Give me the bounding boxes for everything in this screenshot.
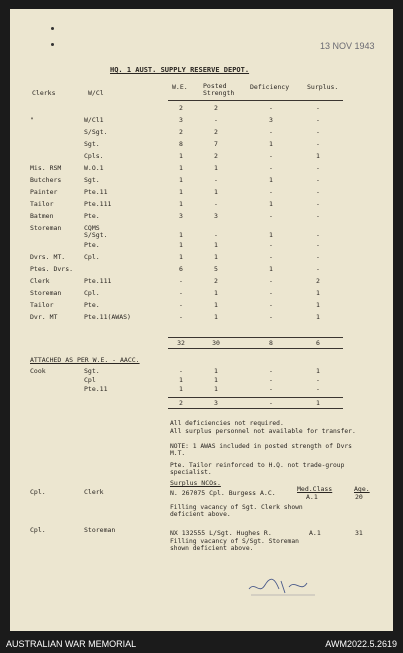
surplus-rank: Cpl.	[30, 526, 46, 534]
surplus-cell: -	[316, 176, 320, 184]
class-cell: Pte.111	[84, 277, 112, 285]
surplus-age: 31	[355, 529, 363, 537]
posted-cell: 5	[214, 265, 218, 273]
surplus-cell: -	[316, 188, 320, 196]
header-wcl: W/Cl	[88, 89, 104, 97]
posted-cell: 1	[214, 289, 218, 297]
posted-cell: 1	[214, 313, 218, 321]
role-cell: "	[30, 116, 34, 124]
we-cell: -	[179, 277, 183, 285]
attached-total-d: -	[269, 399, 273, 407]
class-cell: Pte.	[84, 212, 100, 220]
deficiency-cell: -	[269, 188, 273, 196]
class-cell: Pte.111	[84, 200, 112, 208]
surplus-cell: -	[316, 265, 320, 273]
surplus-cell: 1	[316, 152, 320, 160]
posted-cell: 2	[214, 128, 218, 136]
deficiency-cell: -	[269, 104, 273, 112]
deficiency-cell: 1	[269, 231, 273, 239]
posted-cell: 1	[214, 164, 218, 172]
posted-cell: 1	[214, 301, 218, 309]
role-cell: Ptes. Dvrs.	[30, 265, 74, 273]
class-cell: Cpl.	[84, 253, 100, 261]
attached-s: 1	[316, 367, 320, 375]
posted-cell: -	[214, 200, 218, 208]
total-rule	[168, 337, 343, 338]
class-cell: CQMS S/Sgt.	[84, 224, 108, 239]
deficiency-cell: -	[269, 152, 273, 160]
class-cell: Cpl	[84, 376, 96, 384]
total-ps: 30	[212, 339, 220, 347]
class-cell: Pte.11	[84, 188, 108, 196]
note-line: All surplus personnel not available for transfer.	[170, 428, 356, 435]
role-cell: Batmen	[30, 212, 54, 220]
role-cell: Cook	[30, 367, 46, 375]
deficiency-cell: -	[269, 128, 273, 136]
surplus-cell: -	[316, 140, 320, 148]
class-cell: Pte.	[84, 301, 100, 309]
we-cell: 8	[179, 140, 183, 148]
role-cell: Dvrs. MT.	[30, 253, 66, 261]
attached-we: 1	[179, 385, 183, 393]
we-cell: 3	[179, 212, 183, 220]
role-cell: Butchers	[30, 176, 62, 184]
header-deficiency: Deficiency	[250, 83, 290, 91]
deficiency-cell: 1	[269, 140, 273, 148]
class-cell: Pte.11	[84, 385, 108, 393]
surplus-cell: -	[316, 241, 320, 249]
posted-cell: 2	[214, 104, 218, 112]
attached-ps: 1	[214, 367, 218, 375]
deficiency-cell: 1	[269, 265, 273, 273]
surplus-age: 20	[355, 493, 363, 501]
deficiency-cell: -	[269, 212, 273, 220]
surplus-person: NX 132555 L/Sgt. Hughes R.	[170, 529, 272, 537]
posted-cell: 1	[214, 241, 218, 249]
attached-heading: ATTACHED AS PER W.E. - AACC.	[30, 356, 140, 364]
header-clerks: Clerks	[32, 89, 56, 97]
surplus-cell: -	[316, 253, 320, 261]
attached-s: -	[316, 376, 320, 384]
note-line: All deficiencies not required.	[170, 420, 284, 427]
header-rule	[168, 100, 343, 101]
class-cell: Pte.11(AWAS)	[84, 313, 131, 321]
document-title: HQ. 1 AUST. SUPPLY RESERVE DEPOT.	[110, 66, 250, 74]
attached-d: -	[269, 376, 273, 384]
class-cell: Cpls.	[84, 152, 104, 160]
class-cell: Sgt.	[84, 140, 100, 148]
total-rule-bottom	[168, 348, 343, 349]
surplus-cell: 2	[316, 277, 320, 285]
surplus-cell: -	[316, 164, 320, 172]
surplus-heading: Surplus NCOs.	[170, 479, 221, 487]
footer-accession: AWM2022.5.2619	[325, 639, 397, 649]
attached-total-s: 1	[316, 399, 320, 407]
attached-we: 1	[179, 376, 183, 384]
archive-footer	[0, 637, 403, 653]
role-cell: Mis. RSM	[30, 164, 62, 172]
deficiency-cell: 1	[269, 176, 273, 184]
we-cell: 6	[179, 265, 183, 273]
posted-cell: 1	[214, 253, 218, 261]
deficiency-cell: -	[269, 289, 273, 297]
we-cell: 2	[179, 128, 183, 136]
we-cell: 1	[179, 241, 183, 249]
role-cell: Storeman	[30, 224, 62, 232]
total-s: 6	[316, 339, 320, 347]
deficiency-cell: -	[269, 313, 273, 321]
role-cell: Tailor	[30, 200, 54, 208]
class-cell: Sgt.	[84, 367, 100, 375]
attached-d: -	[269, 367, 273, 375]
deficiency-cell: 1	[269, 200, 273, 208]
role-cell: Clerk	[30, 277, 50, 285]
footer-institution: AUSTRALIAN WAR MEMORIAL	[6, 639, 137, 649]
we-cell: 1	[179, 164, 183, 172]
role-cell: Tailor	[30, 301, 54, 309]
role-cell: Painter	[30, 188, 58, 196]
date-stamp: 13 NOV 1943	[320, 41, 375, 51]
class-cell: W/Cl1	[84, 116, 104, 124]
we-cell: 1	[179, 152, 183, 160]
surplus-cell: -	[316, 200, 320, 208]
posted-cell: 2	[214, 152, 218, 160]
posted-cell: 3	[214, 212, 218, 220]
posted-cell: 1	[214, 188, 218, 196]
medclass-header: Med.Class	[297, 485, 333, 493]
surplus-cell: -	[316, 104, 320, 112]
role-cell: Dvr. MT	[30, 313, 58, 321]
age-header: Age.	[354, 485, 370, 493]
punch-hole	[51, 27, 54, 30]
class-cell: S/Sgt.	[84, 128, 108, 136]
header-posted: Posted Strength	[203, 82, 235, 97]
we-cell: 1	[179, 253, 183, 261]
we-cell: 2	[179, 104, 183, 112]
posted-cell: 2	[214, 277, 218, 285]
class-cell: Cpl.	[84, 289, 100, 297]
surplus-remark: Filling vacancy of S/Sgt. Storeman shown deficient above.	[170, 538, 299, 552]
we-cell: 1	[179, 188, 183, 196]
surplus-cell: -	[316, 231, 320, 239]
deficiency-cell: -	[269, 241, 273, 249]
surplus-cell: 1	[316, 313, 320, 321]
surplus-rank: Cpl.	[30, 488, 46, 496]
deficiency-cell: -	[269, 301, 273, 309]
class-cell: W.O.1	[84, 164, 104, 172]
note-line: Pte. Tailor reinforced to H.Q. not trade-group specialist.	[170, 462, 345, 476]
we-cell: 1	[179, 176, 183, 184]
attached-total-rule	[168, 397, 343, 398]
deficiency-cell: -	[269, 253, 273, 261]
surplus-med: A.1	[309, 529, 321, 537]
header-we: W.E.	[172, 83, 188, 91]
class-cell: Sgt.	[84, 176, 100, 184]
surplus-cell: -	[316, 128, 320, 136]
we-cell: 1	[179, 200, 183, 208]
posted-cell: -	[214, 116, 218, 124]
surplus-cell: 1	[316, 301, 320, 309]
surplus-med: A.1	[306, 493, 318, 501]
attached-total-rule-bottom	[168, 408, 343, 409]
attached-ps: 1	[214, 376, 218, 384]
surplus-cell: -	[316, 212, 320, 220]
attached-total-ps: 3	[214, 399, 218, 407]
surplus-remark: Filling vacancy of Sgt. Clerk shown deficient above.	[170, 504, 303, 518]
signature	[245, 575, 325, 599]
posted-cell: -	[214, 231, 218, 239]
role-cell: Storeman	[30, 289, 62, 297]
attached-ps: 1	[214, 385, 218, 393]
attached-total-we: 2	[179, 399, 183, 407]
deficiency-cell: 3	[269, 116, 273, 124]
attached-d: -	[269, 385, 273, 393]
we-cell: -	[179, 313, 183, 321]
total-we: 32	[177, 339, 185, 347]
deficiency-cell: -	[269, 164, 273, 172]
surplus-cell: 1	[316, 289, 320, 297]
deficiency-cell: -	[269, 277, 273, 285]
posted-cell: 7	[214, 140, 218, 148]
attached-we: -	[179, 367, 183, 375]
we-cell: -	[179, 301, 183, 309]
we-cell: 1	[179, 231, 183, 239]
surplus-role: Storeman	[84, 526, 116, 534]
surplus-role: Clerk	[84, 488, 104, 496]
we-cell: 3	[179, 116, 183, 124]
total-d: 8	[269, 339, 273, 347]
attached-s: -	[316, 385, 320, 393]
surplus-cell: -	[316, 116, 320, 124]
class-cell: Pte.	[84, 241, 100, 249]
punch-hole	[51, 43, 54, 46]
posted-cell: -	[214, 176, 218, 184]
we-cell: -	[179, 289, 183, 297]
note-line: NOTE: 1 AWAS included in posted strength of Dvrs M.T.	[170, 443, 352, 457]
header-surplus: Surplus.	[307, 83, 339, 91]
surplus-person: N. 267075 Cpl. Burgess A.C.	[170, 489, 276, 497]
